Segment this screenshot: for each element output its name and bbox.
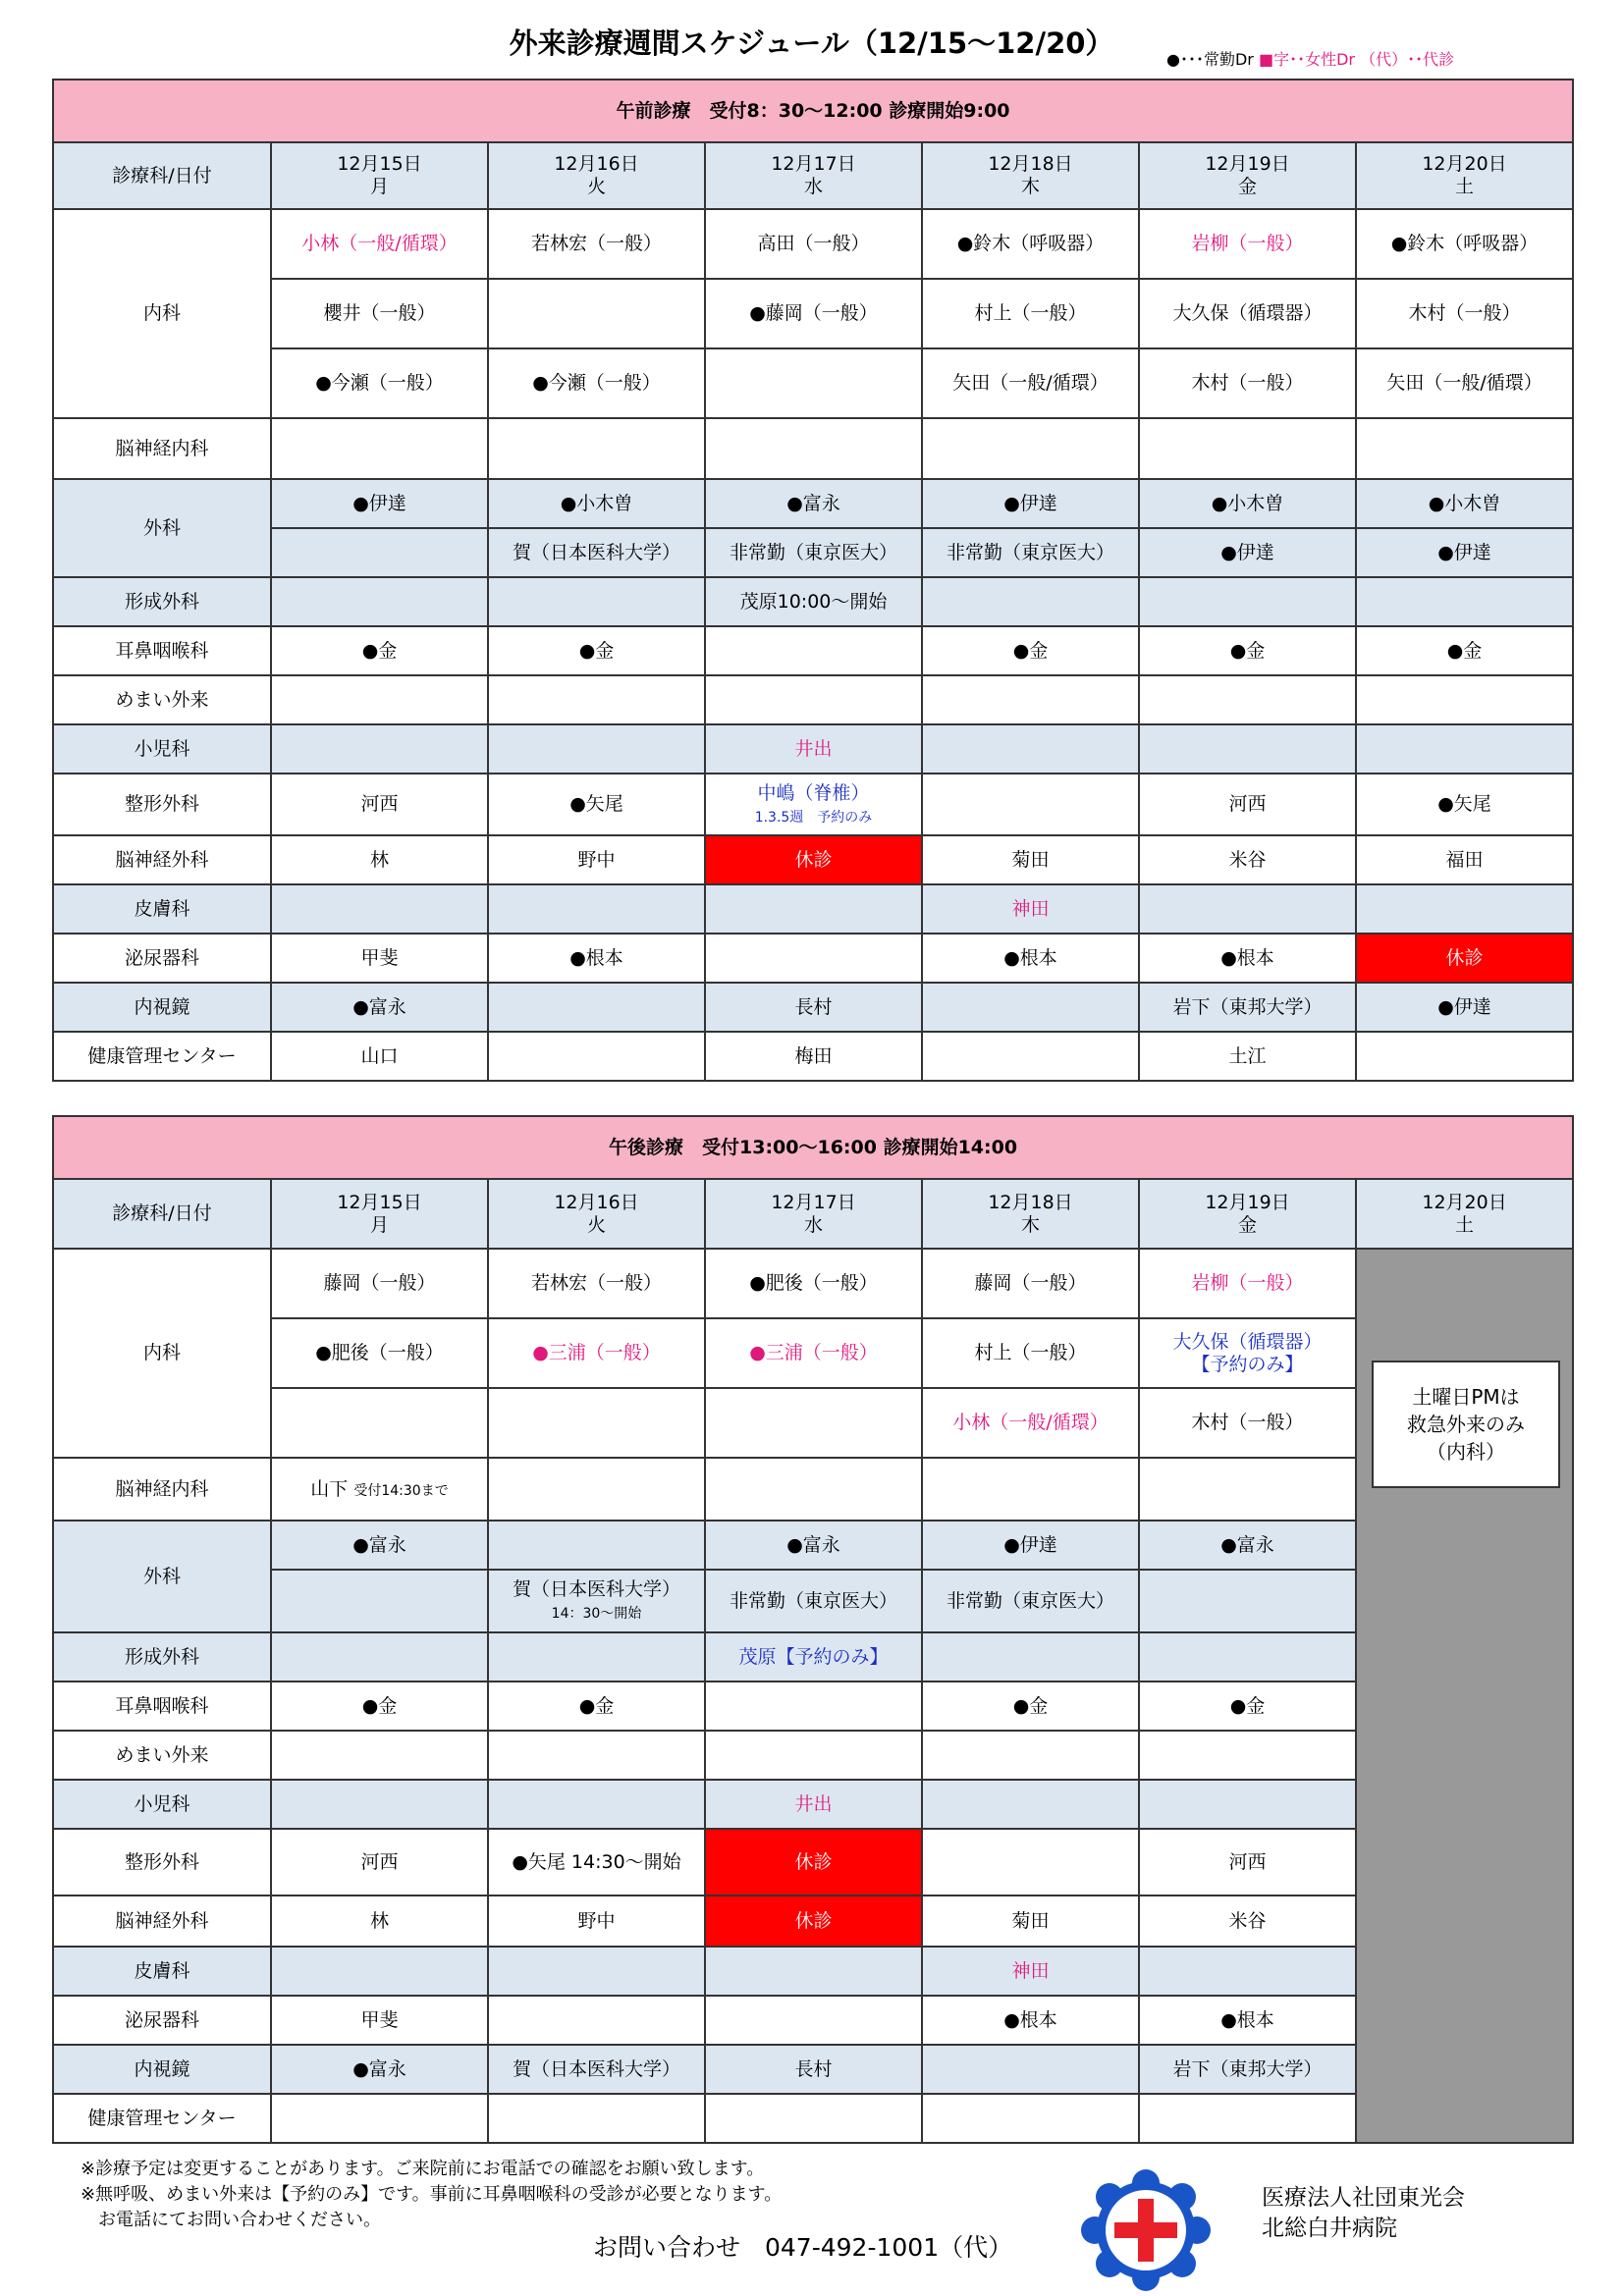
dept-keisei: 形成外科 <box>53 1632 271 1682</box>
day-header: 12月16日 火 <box>488 142 705 209</box>
page-title: 外来診療週間スケジュール（12/15～12/20） <box>509 27 1114 60</box>
schedule-cell: 土江 <box>1139 1032 1356 1081</box>
schedule-cell <box>488 1388 705 1458</box>
closed-cell: 休診 <box>1356 934 1573 983</box>
am-schedule-table <box>52 79 1574 1082</box>
schedule-cell: ●今瀬（一般） <box>271 348 488 418</box>
schedule-cell: ●金 <box>488 626 705 675</box>
schedule-cell: 村上（一般） <box>922 279 1139 348</box>
schedule-cell <box>922 675 1139 724</box>
schedule-cell: 村上（一般） <box>922 1318 1139 1388</box>
schedule-cell: 木村（一般） <box>1139 348 1356 418</box>
schedule-cell: 茂原10:00～開始 <box>705 577 922 626</box>
schedule-cell <box>271 1780 488 1829</box>
schedule-cell: ●三浦（一般） <box>705 1318 922 1388</box>
schedule-cell: ●伊達 <box>1356 983 1573 1032</box>
schedule-cell: 梅田 <box>705 1032 922 1081</box>
schedule-cell: 菊田 <box>922 835 1139 884</box>
schedule-cell <box>271 1570 488 1632</box>
schedule-cell <box>922 577 1139 626</box>
schedule-cell: 井出 <box>705 1780 922 1829</box>
legend-substitute: （代）･･代診 <box>1360 50 1455 69</box>
schedule-cell: ●三浦（一般） <box>488 1318 705 1388</box>
schedule-cell <box>922 1780 1139 1829</box>
schedule-cell <box>705 1947 922 1996</box>
schedule-cell <box>271 1388 488 1458</box>
schedule-cell <box>705 1996 922 2045</box>
schedule-cell <box>922 1731 1139 1780</box>
schedule-cell: 長村 <box>705 2045 922 2094</box>
schedule-cell: 非常勤（東京医大） <box>922 1570 1139 1632</box>
schedule-cell: 櫻井（一般） <box>271 279 488 348</box>
schedule-cell <box>705 348 922 418</box>
schedule-cell: ●肥後（一般） <box>705 1249 922 1318</box>
dept-memai: めまい外来 <box>53 675 271 724</box>
schedule-cell <box>1139 2094 1356 2143</box>
dept-geka: 外科 <box>53 1521 271 1632</box>
schedule-cell: 矢田（一般/循環） <box>1356 348 1573 418</box>
schedule-cell: ●小木曽 <box>1356 479 1573 528</box>
contact-phone: お問い合わせ 047-492-1001（代） <box>593 2233 1013 2262</box>
saturday-pm-notice: 土曜日PMは 救急外来のみ （内科） <box>1372 1361 1560 1488</box>
schedule-cell: 非常勤（東京医大） <box>705 528 922 577</box>
schedule-cell: ●富永 <box>705 479 922 528</box>
schedule-cell <box>922 774 1139 835</box>
dept-seikei: 整形外科 <box>53 1829 271 1896</box>
schedule-cell <box>271 675 488 724</box>
schedule-cell <box>1356 884 1573 934</box>
schedule-cell: ●金 <box>1139 626 1356 675</box>
schedule-cell <box>922 1458 1139 1521</box>
schedule-cell: ●金 <box>922 626 1139 675</box>
dept-shouni: 小児科 <box>53 1780 271 1829</box>
dept-keisei: 形成外科 <box>53 577 271 626</box>
schedule-cell: ●富永 <box>705 1521 922 1570</box>
note-line: お電話にてお問い合わせください。 <box>81 2210 381 2231</box>
schedule-cell: 非常勤（東京医大） <box>705 1570 922 1632</box>
schedule-cell <box>922 724 1139 774</box>
schedule-cell: 野中 <box>488 1896 705 1947</box>
schedule-cell <box>488 1032 705 1081</box>
schedule-cell: 福田 <box>1356 835 1573 884</box>
schedule-cell: 林 <box>271 835 488 884</box>
schedule-cell: ●小木曽 <box>1139 479 1356 528</box>
schedule-cell <box>705 1388 922 1458</box>
schedule-cell <box>922 2094 1139 2143</box>
schedule-cell <box>1356 577 1573 626</box>
schedule-cell: 河西 <box>271 1829 488 1896</box>
schedule-cell: ●矢尾 14:30～開始 <box>488 1829 705 1896</box>
dept-kenkou: 健康管理センター <box>53 2094 271 2143</box>
legend-female: ■字･･女性Dr <box>1258 50 1355 69</box>
day-header: 12月17日 水 <box>705 142 922 209</box>
schedule-cell <box>1139 1570 1356 1632</box>
schedule-cell <box>922 983 1139 1032</box>
dept-memai: めまい外来 <box>53 1731 271 1780</box>
schedule-cell <box>488 983 705 1032</box>
schedule-cell: 非常勤（東京医大） <box>922 528 1139 577</box>
schedule-cell: ●鈴木（呼吸器） <box>1356 209 1573 279</box>
schedule-cell <box>488 1521 705 1570</box>
schedule-cell: 神田 <box>922 884 1139 934</box>
closed-cell: 休診 <box>705 835 922 884</box>
schedule-cell: ●矢尾 <box>1356 774 1573 835</box>
pm-schedule-table <box>52 1115 1574 2144</box>
schedule-cell: 岩柳（一般） <box>1139 209 1356 279</box>
schedule-cell: 小林（一般/循環） <box>271 209 488 279</box>
schedule-cell: ●藤岡（一般） <box>705 279 922 348</box>
schedule-cell <box>488 1731 705 1780</box>
schedule-cell <box>271 528 488 577</box>
closed-cell: 休診 <box>705 1896 922 1947</box>
schedule-cell <box>705 884 922 934</box>
legend <box>1166 47 1454 70</box>
hospital-title: 北総白井病院 <box>1262 2216 1397 2242</box>
legend-regular: ●･･･常勤Dr <box>1166 50 1254 69</box>
day-header: 12月15日 月 <box>271 142 488 209</box>
footer-notes <box>81 2157 782 2233</box>
dept-hifu: 皮膚科 <box>53 884 271 934</box>
dept-geka: 外科 <box>53 479 271 577</box>
schedule-cell <box>705 675 922 724</box>
day-header: 12月16日 火 <box>488 1179 705 1249</box>
schedule-cell: ●根本 <box>1139 1996 1356 2045</box>
schedule-cell: 矢田（一般/循環） <box>922 348 1139 418</box>
schedule-cell <box>271 577 488 626</box>
schedule-cell: 岩柳（一般） <box>1139 1249 1356 1318</box>
hospital-cross-logo-icon <box>1078 2169 1214 2291</box>
schedule-cell <box>488 1947 705 1996</box>
schedule-cell <box>488 1632 705 1682</box>
day-header: 12月20日 土 <box>1356 1179 1573 1249</box>
schedule-cell <box>705 2094 922 2143</box>
schedule-cell <box>1139 884 1356 934</box>
schedule-cell: ●金 <box>922 1682 1139 1731</box>
day-header: 12月18日 木 <box>922 1179 1139 1249</box>
schedule-cell: 米谷 <box>1139 1896 1356 1947</box>
schedule-cell: 甲斐 <box>271 934 488 983</box>
schedule-cell: 茂原【予約のみ】 <box>705 1632 922 1682</box>
schedule-cell: ●富永 <box>271 2045 488 2094</box>
schedule-cell <box>1356 1032 1573 1081</box>
schedule-cell <box>922 1632 1139 1682</box>
closed-cell: 休診 <box>705 1829 922 1896</box>
dept-naika: 内科 <box>53 209 271 418</box>
schedule-cell: 賀（日本医科大学） 14：30～開始 <box>488 1570 705 1632</box>
schedule-cell <box>488 1996 705 2045</box>
schedule-cell: 河西 <box>1139 774 1356 835</box>
schedule-cell: 大久保（循環器） 【予約のみ】 <box>1139 1318 1356 1388</box>
schedule-cell: ●根本 <box>922 1996 1139 2045</box>
schedule-cell: ●金 <box>271 626 488 675</box>
header-label: 診療科/日付 <box>53 142 271 209</box>
dept-jibi: 耳鼻咽喉科 <box>53 1682 271 1731</box>
schedule-cell <box>1356 418 1573 479</box>
schedule-cell <box>1356 675 1573 724</box>
schedule-cell: ●伊達 <box>922 479 1139 528</box>
dept-naishikyo: 内視鏡 <box>53 983 271 1032</box>
schedule-cell <box>922 418 1139 479</box>
dept-noushinkei-geka: 脳神経外科 <box>53 835 271 884</box>
schedule-cell: 神田 <box>922 1947 1139 1996</box>
schedule-cell: ●金 <box>488 1682 705 1731</box>
note-line: ※診療予定は変更することがあります。ご来院前にお電話での確認をお願い致します。 <box>81 2159 765 2179</box>
schedule-cell <box>271 724 488 774</box>
schedule-cell <box>705 418 922 479</box>
schedule-cell: ●根本 <box>922 934 1139 983</box>
schedule-cell: ●富永 <box>271 983 488 1032</box>
dept-hinyou: 泌尿器科 <box>53 934 271 983</box>
day-header: 12月19日 金 <box>1139 142 1356 209</box>
am-banner: 午前診療 受付8：30～12:00 診療開始9:00 <box>53 80 1573 142</box>
dept-hinyou: 泌尿器科 <box>53 1996 271 2045</box>
schedule-cell: 井出 <box>705 724 922 774</box>
schedule-cell: ●伊達 <box>922 1521 1139 1570</box>
schedule-cell: 若林宏（一般） <box>488 209 705 279</box>
schedule-cell <box>1139 724 1356 774</box>
schedule-cell <box>271 1731 488 1780</box>
dept-hifu: 皮膚科 <box>53 1947 271 1996</box>
schedule-cell <box>488 418 705 479</box>
schedule-cell <box>922 1032 1139 1081</box>
schedule-cell: 林 <box>271 1896 488 1947</box>
schedule-cell: ●金 <box>1139 1682 1356 1731</box>
schedule-cell: 賀（日本医科大学） <box>488 2045 705 2094</box>
schedule-cell <box>488 1458 705 1521</box>
schedule-cell <box>488 884 705 934</box>
schedule-cell: 高田（一般） <box>705 209 922 279</box>
schedule-cell: ●伊達 <box>1356 528 1573 577</box>
dept-noushinkei-naika: 脳神経内科 <box>53 1458 271 1521</box>
schedule-cell <box>271 418 488 479</box>
schedule-cell: ●根本 <box>488 934 705 983</box>
schedule-cell: 藤岡（一般） <box>271 1249 488 1318</box>
day-header: 12月19日 金 <box>1139 1179 1356 1249</box>
schedule-cell: 中嶋（脊椎） 1.3.5週 予約のみ <box>705 774 922 835</box>
schedule-cell: 小林（一般/循環） <box>922 1388 1139 1458</box>
schedule-cell <box>271 2094 488 2143</box>
schedule-cell <box>705 1682 922 1731</box>
schedule-cell <box>488 279 705 348</box>
schedule-cell <box>705 626 922 675</box>
dept-seikei: 整形外科 <box>53 774 271 835</box>
dept-kenkou: 健康管理センター <box>53 1032 271 1081</box>
schedule-cell <box>1139 1458 1356 1521</box>
schedule-cell: 菊田 <box>922 1896 1139 1947</box>
schedule-cell <box>922 2045 1139 2094</box>
dept-jibi: 耳鼻咽喉科 <box>53 626 271 675</box>
schedule-cell <box>271 1632 488 1682</box>
schedule-cell: 岩下（東邦大学） <box>1139 983 1356 1032</box>
schedule-cell <box>1139 1632 1356 1682</box>
dept-noushinkei-geka: 脳神経外科 <box>53 1896 271 1947</box>
schedule-cell <box>271 884 488 934</box>
schedule-cell: 木村（一般） <box>1356 279 1573 348</box>
schedule-cell: 木村（一般） <box>1139 1388 1356 1458</box>
schedule-cell <box>705 934 922 983</box>
schedule-cell <box>1139 1947 1356 1996</box>
schedule-cell: 岩下（東邦大学） <box>1139 2045 1356 2094</box>
dept-naishikyo: 内視鏡 <box>53 2045 271 2094</box>
schedule-cell: 野中 <box>488 835 705 884</box>
schedule-cell: 若林宏（一般） <box>488 1249 705 1318</box>
schedule-cell: 山下 受付14:30まで <box>271 1458 488 1521</box>
schedule-cell <box>271 1947 488 1996</box>
schedule-cell <box>922 1829 1139 1896</box>
schedule-cell: ●矢尾 <box>488 774 705 835</box>
schedule-cell <box>1139 1731 1356 1780</box>
hospital-name <box>1262 2183 1465 2244</box>
schedule-cell: ●伊達 <box>271 479 488 528</box>
schedule-cell: ●小木曽 <box>488 479 705 528</box>
schedule-cell: 甲斐 <box>271 1996 488 2045</box>
schedule-cell <box>1139 675 1356 724</box>
schedule-cell: ●伊達 <box>1139 528 1356 577</box>
schedule-cell: ●金 <box>1356 626 1573 675</box>
schedule-cell: 米谷 <box>1139 835 1356 884</box>
schedule-cell <box>488 724 705 774</box>
schedule-cell <box>705 1458 922 1521</box>
schedule-cell <box>488 675 705 724</box>
schedule-cell: ●根本 <box>1139 934 1356 983</box>
pm-banner: 午後診療 受付13:00～16:00 診療開始14:00 <box>53 1116 1573 1179</box>
dept-shouni: 小児科 <box>53 724 271 774</box>
schedule-cell <box>1139 577 1356 626</box>
schedule-cell <box>705 1731 922 1780</box>
schedule-cell: ●富永 <box>1139 1521 1356 1570</box>
schedule-cell <box>488 1780 705 1829</box>
schedule-cell: 藤岡（一般） <box>922 1249 1139 1318</box>
day-header: 12月17日 水 <box>705 1179 922 1249</box>
day-header: 12月20日 土 <box>1356 142 1573 209</box>
schedule-cell: ●鈴木（呼吸器） <box>922 209 1139 279</box>
schedule-cell: ●富永 <box>271 1521 488 1570</box>
dept-noushinkei-naika: 脳神経内科 <box>53 418 271 479</box>
dept-naika: 内科 <box>53 1249 271 1458</box>
schedule-cell: ●金 <box>271 1682 488 1731</box>
schedule-cell <box>488 2094 705 2143</box>
schedule-cell <box>1139 1780 1356 1829</box>
schedule-cell: ●肥後（一般） <box>271 1318 488 1388</box>
header-label: 診療科/日付 <box>53 1179 271 1249</box>
schedule-cell: 長村 <box>705 983 922 1032</box>
day-header: 12月15日 月 <box>271 1179 488 1249</box>
org-name: 医療法人社団東光会 <box>1262 2185 1465 2211</box>
schedule-cell: 河西 <box>1139 1829 1356 1896</box>
schedule-cell: 山口 <box>271 1032 488 1081</box>
note-line: ※無呼吸、めまい外来は【予約のみ】です。事前に耳鼻咽喉科の受診が必要となります。 <box>81 2184 783 2206</box>
schedule-cell: 賀（日本医科大学） <box>488 528 705 577</box>
schedule-cell <box>1356 724 1573 774</box>
schedule-cell: ●今瀬（一般） <box>488 348 705 418</box>
schedule-cell: 河西 <box>271 774 488 835</box>
schedule-cell <box>1139 418 1356 479</box>
schedule-cell <box>488 577 705 626</box>
day-header: 12月18日 木 <box>922 142 1139 209</box>
schedule-cell: 大久保（循環器） <box>1139 279 1356 348</box>
